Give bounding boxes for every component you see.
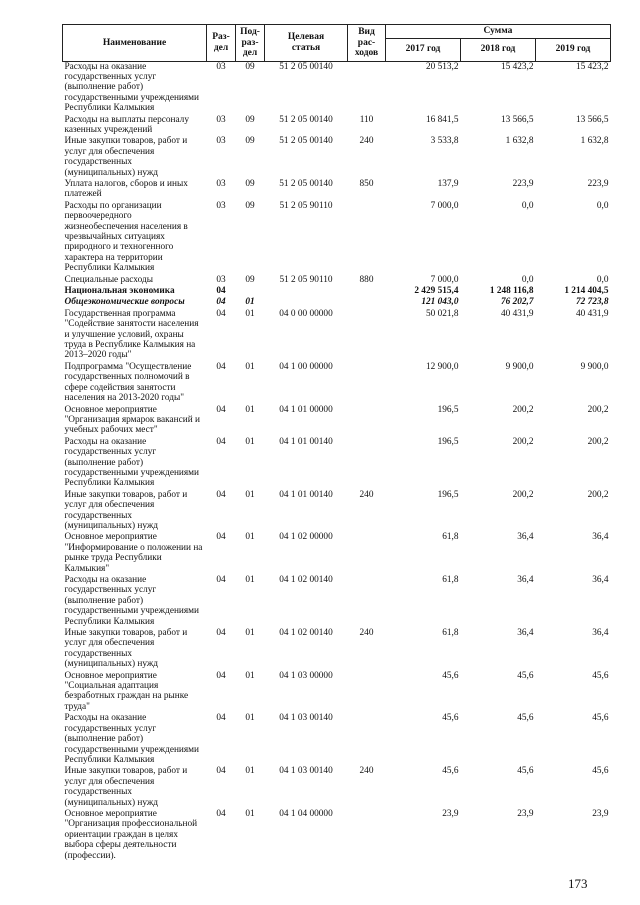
cell-vid bbox=[348, 61, 386, 115]
cell-name: Специальные расходы bbox=[64, 274, 153, 285]
cell-podrazdel: 09 bbox=[245, 114, 255, 125]
cell-name: Уплата налогов, сборов и иных платежей bbox=[64, 178, 188, 200]
cell-y2019: 36,4 bbox=[592, 628, 609, 639]
cell-y2019: 36,4 bbox=[592, 532, 609, 543]
cell-podrazdel: 01 bbox=[245, 404, 255, 415]
cell-podrazdel: 09 bbox=[245, 178, 255, 189]
cell-name: Расходы на оказание государственных услуг (выполнение работ) государственными учреждениями Республики Калмыкия bbox=[64, 713, 200, 765]
cell-y2018: 15 423,2 bbox=[500, 61, 534, 72]
table-row bbox=[63, 490, 611, 533]
cell-vid: 110 bbox=[359, 114, 374, 125]
cell-razdel: 04 bbox=[216, 404, 226, 415]
cell-target: 04 1 02 00140 bbox=[279, 628, 333, 639]
cell-name: Подпрограмма "Осуществление государственных полномочий в сфере содействия занятости населения на 2013-2020 годы" bbox=[64, 361, 192, 404]
cell-y2019: 0,0 bbox=[596, 274, 609, 285]
header-target: Целевая статья bbox=[265, 25, 348, 62]
cell-y2019: 1 632,8 bbox=[580, 136, 609, 147]
cell-razdel: 04 bbox=[216, 766, 226, 777]
cell-vid: 240 bbox=[359, 136, 374, 147]
header-name: Наименование bbox=[63, 25, 207, 62]
table-row bbox=[63, 136, 611, 179]
cell-name: Расходы на выплаты персоналу казенных учреждений bbox=[64, 114, 189, 135]
cell-y2017: 20 513,2 bbox=[425, 61, 459, 72]
cell-y2018: 0,0 bbox=[521, 274, 534, 285]
cell-y2017: 137,9 bbox=[437, 178, 459, 189]
header-podrazdel: Под- раз- дел bbox=[236, 25, 265, 62]
cell-podrazdel bbox=[236, 286, 265, 297]
cell-razdel: 04 bbox=[216, 489, 226, 500]
cell-y2017: 7 000,0 bbox=[430, 200, 459, 211]
cell-target: 04 1 01 00140 bbox=[279, 436, 333, 447]
cell-name: Основное мероприятие "Социальная адаптация безработных граждан на рынке труда" bbox=[64, 670, 189, 712]
cell-target bbox=[265, 286, 348, 297]
cell-y2017: 2 429 515,4 bbox=[414, 286, 459, 297]
cell-name: Иные закупки товаров, работ и услуг для обеспечения государственных (муниципальных) нужд bbox=[64, 136, 188, 178]
table-row bbox=[63, 671, 611, 714]
cell-y2017: 121 043,0 bbox=[421, 297, 459, 308]
cell-y2019: 45,6 bbox=[592, 713, 609, 724]
cell-razdel: 03 bbox=[216, 114, 226, 125]
cell-y2019: 23,9 bbox=[592, 808, 609, 819]
cell-y2017: 12 900,0 bbox=[425, 361, 459, 372]
cell-razdel: 03 bbox=[216, 274, 226, 285]
table-row bbox=[63, 405, 611, 437]
cell-razdel: 04 bbox=[216, 575, 226, 585]
cell-name: Расходы на оказание государственных услуг (выполнение работ) государственными учреждениями Республики Калмыкия bbox=[64, 61, 200, 114]
cell-podrazdel: 09 bbox=[245, 274, 255, 285]
budget-table bbox=[62, 24, 611, 862]
cell-podrazdel: 01 bbox=[245, 361, 255, 372]
cell-y2019: 1 214 404,5 bbox=[564, 286, 609, 297]
cell-target: 04 1 01 00140 bbox=[279, 489, 333, 500]
cell-name: Основное мероприятие "Организация профессиональной ориентации граждан в целях выбора сферы деятельности (профессии). bbox=[64, 808, 198, 861]
cell-y2018: 200,2 bbox=[512, 436, 534, 447]
header-summa: Сумма bbox=[386, 25, 611, 39]
cell-y2018: 200,2 bbox=[512, 489, 534, 500]
cell-razdel: 04 bbox=[216, 670, 226, 681]
cell-podrazdel: 01 bbox=[245, 308, 255, 319]
cell-y2018: 36,4 bbox=[517, 628, 534, 639]
cell-y2017: 61,8 bbox=[442, 628, 459, 639]
cell-target: 51 2 05 00140 bbox=[279, 136, 333, 147]
cell-target: 04 1 04 00000 bbox=[279, 808, 333, 819]
cell-y2019: 45,6 bbox=[592, 766, 609, 777]
cell-y2019: 200,2 bbox=[587, 404, 609, 415]
cell-y2018: 0,0 bbox=[521, 200, 534, 211]
cell-target bbox=[265, 297, 348, 308]
cell-y2018: 200,2 bbox=[512, 404, 534, 415]
cell-vid bbox=[348, 437, 386, 490]
cell-podrazdel: 01 bbox=[245, 766, 255, 777]
cell-target: 51 2 05 90110 bbox=[279, 274, 333, 285]
table-row bbox=[63, 532, 611, 575]
cell-razdel: 04 bbox=[216, 628, 226, 639]
table-row bbox=[63, 437, 611, 490]
cell-y2018: 13 566,5 bbox=[500, 114, 534, 125]
cell-podrazdel: 01 bbox=[245, 808, 255, 819]
cell-name: Государственная программа "Содействие занятости населения и улучшение условий, охраны труда в Республике Калмыкия на 2013–2020 годы" bbox=[64, 308, 199, 361]
cell-target: 51 2 05 00140 bbox=[279, 178, 333, 189]
cell-target: 04 1 02 00000 bbox=[279, 532, 333, 543]
cell-vid bbox=[348, 532, 386, 575]
cell-vid bbox=[348, 671, 386, 714]
header-2019: 2019 год bbox=[536, 38, 611, 61]
cell-name: Иные закупки товаров, работ и услуг для обеспечения государственных (муниципальных) нужд bbox=[64, 628, 188, 670]
cell-razdel: 03 bbox=[216, 61, 226, 72]
cell-y2019: 0,0 bbox=[596, 200, 609, 211]
table-row bbox=[63, 575, 611, 628]
cell-podrazdel: 01 bbox=[245, 532, 255, 543]
cell-y2017: 7 000,0 bbox=[430, 274, 459, 285]
cell-y2019: 223,9 bbox=[587, 178, 609, 189]
cell-y2019: 13 566,5 bbox=[575, 114, 609, 125]
cell-razdel: 04 bbox=[216, 361, 226, 372]
cell-vid: 880 bbox=[359, 274, 374, 285]
cell-razdel: 04 bbox=[216, 297, 226, 308]
cell-vid bbox=[348, 201, 386, 275]
cell-vid: 240 bbox=[359, 766, 374, 777]
cell-vid: 240 bbox=[359, 628, 374, 639]
cell-razdel: 04 bbox=[216, 532, 226, 543]
cell-vid bbox=[348, 809, 386, 862]
cell-target: 04 0 00 00000 bbox=[279, 308, 333, 319]
cell-name: Основное мероприятие "Организация ярмарок вакансий и учебных рабочих мест" bbox=[64, 404, 201, 436]
cell-y2017: 196,5 bbox=[437, 436, 459, 447]
cell-razdel: 03 bbox=[216, 136, 226, 147]
cell-target: 04 1 01 00000 bbox=[279, 404, 333, 415]
cell-y2018: 9 900,0 bbox=[505, 361, 534, 372]
table-row bbox=[63, 766, 611, 809]
cell-y2017: 61,8 bbox=[442, 575, 459, 585]
cell-y2017: 45,6 bbox=[442, 713, 459, 724]
cell-name: Расходы на оказание государственных услуг (выполнение работ) государственными учреждениями Республики Калмыкия bbox=[64, 575, 200, 627]
table-row bbox=[63, 713, 611, 766]
cell-y2019: 200,2 bbox=[587, 436, 609, 447]
cell-razdel: 04 bbox=[216, 308, 226, 319]
header-razdel: Раз- дел bbox=[207, 25, 236, 62]
cell-razdel: 04 bbox=[216, 286, 226, 297]
cell-y2019: 40 431,9 bbox=[575, 308, 609, 319]
table-row bbox=[63, 362, 611, 405]
cell-vid bbox=[348, 362, 386, 405]
cell-podrazdel: 09 bbox=[245, 136, 255, 147]
cell-name: Иные закупки товаров, работ и услуг для обеспечения государственных (муниципальных) нужд bbox=[64, 489, 188, 531]
cell-name: Расходы на оказание государственных услуг (выполнение работ) государственными учреждениями Республики Калмыкия bbox=[64, 436, 200, 489]
cell-vid bbox=[348, 309, 386, 362]
table-row bbox=[63, 809, 611, 862]
cell-y2017: 45,6 bbox=[442, 670, 459, 681]
cell-podrazdel: 01 bbox=[245, 436, 255, 447]
cell-vid: 850 bbox=[359, 178, 374, 189]
cell-y2018: 223,9 bbox=[512, 178, 534, 189]
cell-name: Иные закупки товаров, работ и услуг для обеспечения государственных (муниципальных) нужд bbox=[64, 766, 188, 808]
table-row bbox=[63, 309, 611, 362]
cell-target: 51 2 05 90110 bbox=[279, 200, 333, 211]
cell-y2019: 45,6 bbox=[592, 670, 609, 681]
cell-y2017: 196,5 bbox=[437, 489, 459, 500]
cell-vid bbox=[348, 297, 386, 308]
cell-target: 04 1 03 00140 bbox=[279, 713, 333, 724]
cell-y2019: 72 723,8 bbox=[575, 297, 609, 308]
cell-y2017: 45,6 bbox=[442, 766, 459, 777]
cell-target: 51 2 05 00140 bbox=[279, 114, 333, 125]
cell-y2017: 61,8 bbox=[442, 532, 459, 543]
cell-vid bbox=[348, 713, 386, 766]
table-row bbox=[63, 201, 611, 275]
cell-podrazdel: 01 bbox=[245, 489, 255, 500]
cell-vid bbox=[348, 286, 386, 297]
cell-podrazdel: 01 bbox=[245, 670, 255, 681]
cell-vid bbox=[348, 575, 386, 628]
cell-y2018: 40 431,9 bbox=[500, 308, 534, 319]
cell-target: 04 1 03 00000 bbox=[279, 670, 333, 681]
table-header bbox=[63, 25, 611, 62]
table-row bbox=[63, 297, 611, 308]
table-row bbox=[63, 115, 611, 137]
cell-vid bbox=[348, 405, 386, 437]
table-row bbox=[63, 179, 611, 201]
cell-name: Расходы по организации первоочередного жизнеобеспечения населения в чрезвычайных ситуациях природного и техногенного характера на территории Республики Калмыкия bbox=[64, 200, 188, 274]
cell-y2019: 200,2 bbox=[587, 489, 609, 500]
cell-podrazdel: 01 bbox=[245, 575, 255, 585]
cell-name: Общеэкономические вопросы bbox=[64, 297, 185, 308]
cell-y2017: 3 533,8 bbox=[430, 136, 459, 147]
cell-target: 04 1 00 00000 bbox=[279, 361, 333, 372]
table-row bbox=[63, 628, 611, 671]
cell-y2017: 50 021,8 bbox=[425, 308, 459, 319]
cell-y2018: 36,4 bbox=[517, 575, 534, 585]
cell-podrazdel: 01 bbox=[245, 628, 255, 639]
cell-y2018: 45,6 bbox=[517, 766, 534, 777]
cell-target: 51 2 05 00140 bbox=[279, 61, 333, 72]
table-row bbox=[63, 275, 611, 286]
cell-razdel: 03 bbox=[216, 200, 226, 211]
cell-razdel: 04 bbox=[216, 713, 226, 724]
header-vid: Вид рас- ходов bbox=[348, 25, 386, 62]
cell-podrazdel: 01 bbox=[245, 713, 255, 724]
cell-razdel: 04 bbox=[216, 436, 226, 447]
cell-vid: 240 bbox=[359, 489, 374, 500]
cell-y2018: 45,6 bbox=[517, 713, 534, 724]
table-row bbox=[63, 286, 611, 297]
cell-podrazdel: 09 bbox=[245, 200, 255, 211]
table-body bbox=[63, 61, 611, 862]
cell-y2018: 36,4 bbox=[517, 532, 534, 543]
cell-razdel: 04 bbox=[216, 808, 226, 819]
cell-y2017: 23,9 bbox=[442, 808, 459, 819]
cell-razdel: 03 bbox=[216, 178, 226, 189]
header-2017: 2017 год bbox=[386, 38, 461, 61]
cell-podrazdel: 01 bbox=[245, 297, 255, 308]
header-2018: 2018 год bbox=[461, 38, 536, 61]
cell-y2018: 45,6 bbox=[517, 670, 534, 681]
cell-target: 04 1 03 00140 bbox=[279, 766, 333, 777]
cell-y2018: 76 202,7 bbox=[500, 297, 534, 308]
cell-y2018: 1 248 116,8 bbox=[489, 286, 534, 297]
cell-y2018: 23,9 bbox=[517, 808, 534, 819]
page-number: 173 bbox=[568, 876, 588, 891]
cell-target: 04 1 02 00140 bbox=[279, 575, 333, 585]
cell-name: Национальная экономика bbox=[64, 286, 175, 297]
cell-y2019: 15 423,2 bbox=[575, 61, 609, 72]
table-row bbox=[63, 61, 611, 115]
cell-y2017: 196,5 bbox=[437, 404, 459, 415]
cell-podrazdel: 09 bbox=[245, 61, 255, 72]
cell-y2017: 16 841,5 bbox=[425, 114, 459, 125]
cell-name: Основное мероприятие "Информирование о положении на рынке труда Республики Калмыкия" bbox=[64, 532, 203, 574]
cell-y2019: 9 900,0 bbox=[580, 361, 609, 372]
cell-y2019: 36,4 bbox=[592, 575, 609, 585]
cell-y2018: 1 632,8 bbox=[505, 136, 534, 147]
